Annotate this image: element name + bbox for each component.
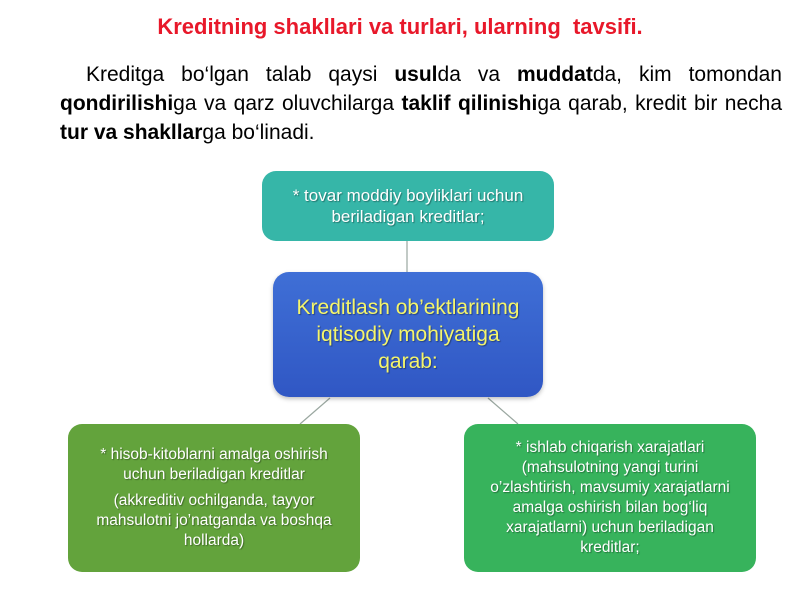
intro-text-run: ga va qarz oluvchilarga xyxy=(173,92,402,115)
node-center-criterion-text: Kreditlash ob’ektlarining iqtisodiy mohiyatiga qarab: xyxy=(296,296,520,373)
page-title: Kreditning shakllari va turlari, ularning tavsifi. xyxy=(157,14,643,39)
intro-bold-term: muddat xyxy=(516,63,593,86)
node-center-criterion xyxy=(273,272,543,397)
intro-bold-term: usul xyxy=(394,63,438,86)
node-settlement-credits-note: (akkreditiv ochilganda, tayyor mahsulotni jo’natganda va boshqa hollarda) xyxy=(96,492,332,549)
node-commodity-credits xyxy=(262,171,554,241)
intro-bold-term: qondirilishi xyxy=(60,92,174,115)
node-settlement-credits xyxy=(68,424,360,572)
intro-text-run: da, kim tomondan xyxy=(592,63,782,86)
intro-bold-term: tur va shakllar xyxy=(60,121,203,144)
connector-right xyxy=(488,398,518,424)
connector-left xyxy=(300,398,330,424)
node-commodity-credits-text: * tovar moddiy boyliklari uchun beriladigan kreditlar; xyxy=(292,186,524,226)
intro-text-run: Kreditga bo‘lgan talab qaysi xyxy=(86,63,395,86)
intro-text-run: ga qarab, kredit bir necha xyxy=(537,92,783,115)
intro-bold-term: taklif qilinishi xyxy=(401,92,538,115)
node-settlement-credits-text: * hisob-kitoblarni amalga oshirish uchun beriladigan kreditlar xyxy=(100,446,328,483)
node-production-credits-text: * ishlab chiqarish xarajatlari (mahsulotning yangi turini o’zlashtirish, mavsumiy xarajatlarni amalga oshirish bilan bog‘liq xarajatlarni) uchun beriladigan kreditlar; xyxy=(490,439,730,556)
intro-text-run: da va xyxy=(437,63,517,86)
intro-text-run: ga bo‘linadi. xyxy=(202,121,315,144)
node-production-credits xyxy=(464,424,756,572)
